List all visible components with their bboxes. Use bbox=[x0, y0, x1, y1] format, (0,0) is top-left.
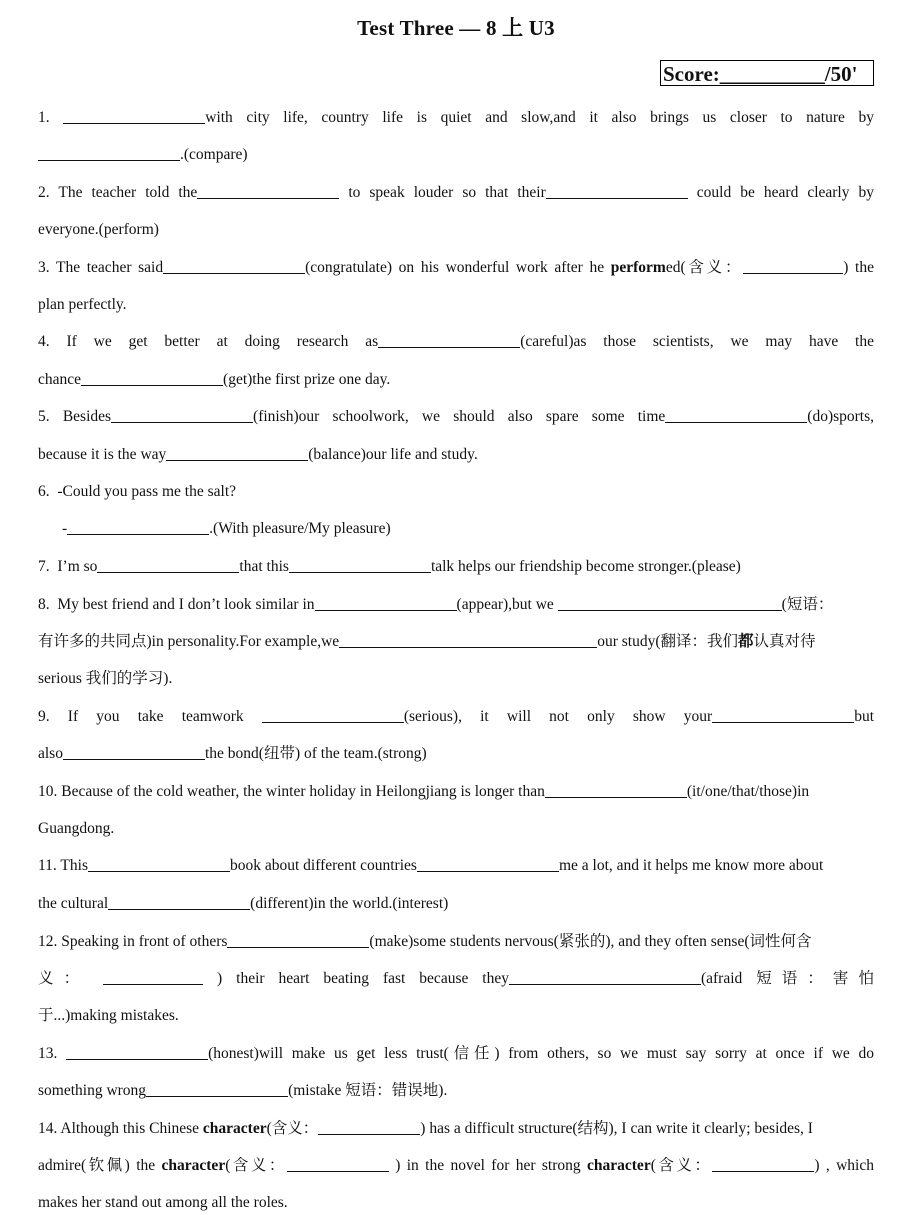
answer-blank[interactable] bbox=[712, 707, 854, 723]
answer-blank[interactable] bbox=[546, 183, 688, 199]
question-7-line-1: 7. I’m so that this talk helps our friendship become stronger.(please) bbox=[38, 558, 741, 575]
question-11-line-2: the cultural (different)in the world.(interest) bbox=[38, 895, 449, 912]
question-number: 8. bbox=[38, 596, 50, 613]
answer-blank[interactable] bbox=[743, 258, 843, 274]
question-14-line-1: 14. Although this Chinese character(含义： ) has a difficult structure(结构), I can write it clearly; besides, I bbox=[38, 1120, 813, 1137]
question-4-line-2: chance (get)the first prize one day. bbox=[38, 371, 391, 388]
question-6-line-2: - .(With pleasure/My pleasure) bbox=[62, 520, 391, 537]
question-number: 12. bbox=[38, 933, 58, 950]
question-number: 7. bbox=[38, 558, 50, 575]
question-13-line-2: something wrong (mistake 短语：错误地). bbox=[38, 1082, 448, 1099]
answer-blank[interactable] bbox=[378, 332, 520, 348]
question-5-line-2: because it is the way (balance)our life and study. bbox=[38, 446, 478, 463]
answer-blank[interactable] bbox=[712, 1156, 814, 1172]
question-9-line-1: 9. If you take teamwork (serious), it will not only show your but bbox=[38, 708, 874, 725]
question-8-line-2: 有许多的共同点)in personality.For example,we our study(翻译：我们都认真对待 bbox=[38, 633, 816, 650]
question-number: 1. bbox=[38, 109, 50, 126]
question-12-line-3: 于...)making mistakes. bbox=[38, 1007, 179, 1024]
question-13-line-1: 13. (honest)will make us get less trust(信任) from others, so we must say sorry at once if we do bbox=[38, 1045, 874, 1062]
question-14-line-3: makes her stand out among all the roles. bbox=[38, 1194, 288, 1211]
question-number: 13. bbox=[38, 1045, 58, 1062]
question-8-line-3: serious 我们的学习). bbox=[38, 670, 173, 687]
answer-blank[interactable] bbox=[509, 969, 701, 985]
question-2-line-1: 2. The teacher told the to speak louder so that their could be heard clearly by bbox=[38, 184, 874, 201]
question-12-line-2: 义： ) their heart beating fast because they (afraid 短语：害怕 bbox=[38, 970, 874, 987]
question-number: 3. bbox=[38, 259, 50, 276]
question-number: 10. bbox=[38, 783, 58, 800]
question-2-line-2: everyone.(perform) bbox=[38, 221, 159, 238]
answer-blank[interactable] bbox=[67, 519, 209, 535]
answer-blank[interactable] bbox=[197, 183, 339, 199]
answer-blank[interactable] bbox=[108, 894, 250, 910]
question-10-line-1: 10. Because of the cold weather, the winter holiday in Heilongjiang is longer than (it/one/that/those)in bbox=[38, 783, 810, 800]
answer-blank[interactable] bbox=[665, 407, 807, 423]
answer-blank[interactable] bbox=[315, 595, 457, 611]
answer-blank[interactable] bbox=[38, 145, 180, 161]
question-14-line-2: admire(钦佩) the character(含义： ) in the novel for her strong character(含义： ) , which bbox=[38, 1157, 874, 1174]
question-number: 14. bbox=[38, 1120, 58, 1137]
question-3-line-2: plan perfectly. bbox=[38, 296, 127, 313]
question-6-line-1: 6. -Could you pass me the salt? bbox=[38, 483, 237, 500]
question-1-line-1: 1. with city life, country life is quiet and slow,and it also brings us closer to nature by bbox=[38, 109, 874, 126]
question-number: 11. bbox=[38, 857, 57, 874]
answer-blank[interactable] bbox=[163, 258, 305, 274]
answer-blank[interactable] bbox=[166, 445, 308, 461]
answer-blank[interactable] bbox=[63, 744, 205, 760]
page-title: Test Three — 8 上 U3 bbox=[357, 16, 555, 40]
question-11-line-1: 11. This book about different countries me a lot, and it helps me know more about bbox=[38, 857, 824, 874]
answer-blank[interactable] bbox=[63, 108, 205, 124]
question-10-line-2: Guangdong. bbox=[38, 820, 115, 837]
question-number: 4. bbox=[38, 333, 50, 350]
answer-blank[interactable] bbox=[318, 1119, 420, 1135]
answer-blank[interactable] bbox=[558, 595, 782, 611]
answer-blank[interactable] bbox=[545, 782, 687, 798]
question-number: 5. bbox=[38, 408, 50, 425]
answer-blank[interactable] bbox=[289, 557, 431, 573]
answer-blank[interactable] bbox=[97, 557, 239, 573]
answer-blank[interactable] bbox=[81, 370, 223, 386]
answer-blank[interactable] bbox=[417, 856, 559, 872]
question-3-line-1: 3. The teacher said (congratulate) on his wonderful work after he performed(含义： ) the bbox=[38, 259, 874, 276]
answer-blank[interactable] bbox=[66, 1044, 208, 1060]
question-9-line-2: also the bond(纽带) of the team.(strong) bbox=[38, 745, 427, 762]
answer-blank[interactable] bbox=[88, 856, 230, 872]
question-number: 6. bbox=[38, 483, 50, 500]
answer-blank[interactable] bbox=[339, 632, 597, 648]
score-box: Score:__________/50' bbox=[660, 60, 874, 86]
answer-blank[interactable] bbox=[111, 407, 253, 423]
question-number: 2. bbox=[38, 184, 50, 201]
question-number: 9. bbox=[38, 708, 50, 725]
question-5-line-1: 5. Besides (finish)our schoolwork, we should also spare some time (do)sports, bbox=[38, 408, 874, 425]
answer-blank[interactable] bbox=[227, 932, 369, 948]
answer-blank[interactable] bbox=[103, 969, 203, 985]
question-8-line-1: 8. My best friend and I don’t look similar in (appear),but we (短语： bbox=[38, 596, 834, 613]
question-4-line-1: 4. If we get better at doing research as (careful)as those scientists, we may have the bbox=[38, 333, 874, 350]
question-12-line-1: 12. Speaking in front of others (make)some students nervous(紧张的), and they often sense(词性何含 bbox=[38, 933, 812, 950]
answer-blank[interactable] bbox=[287, 1156, 389, 1172]
question-1-line-2: .(compare) bbox=[38, 143, 874, 167]
answer-blank[interactable] bbox=[146, 1081, 288, 1097]
answer-blank[interactable] bbox=[262, 707, 404, 723]
